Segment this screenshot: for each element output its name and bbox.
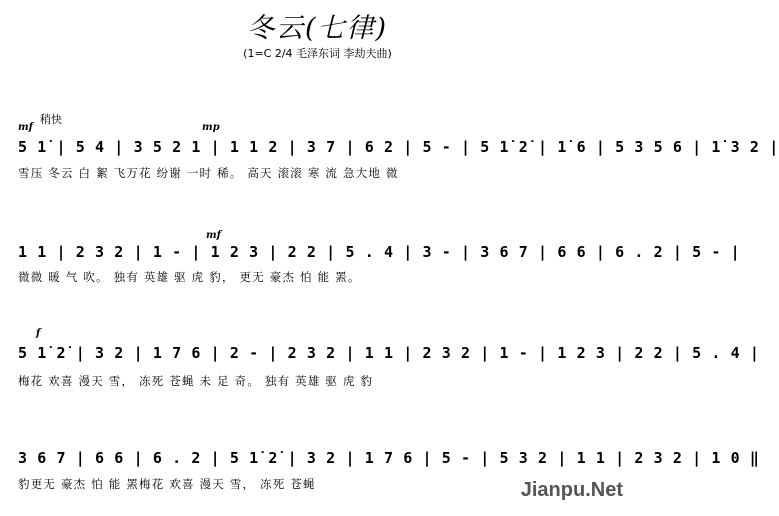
dynamic-mp: mp — [202, 122, 220, 133]
notes-line-2: 1 1 | 2 3 2 | 1 - | 1 2 3 | 2 2 | 5 . 4 | 3 - | 3 6 7 | 6 6 | 6 . 2 | 5 - | — [18, 243, 741, 261]
notes-line-1: 5 1̇ | 5 4 | 3 5 2 1 | 1 1 2 | 3 7 | 6 2 | 5 - | 5 1̇ 2̇ | 1̇ 6 | 5 3 5 6 | 1̇ 3 2 | — [18, 138, 779, 156]
tempo-mark: 稍快 — [40, 113, 62, 126]
notes-line-4: 3 6 7 | 6 6 | 6 . 2 | 5 1̇ 2̇ | 3 2 | 1 7 6 | 5 - | 5 3 2 | 1 1 | 2 3 2 | 1 0 ‖ — [18, 449, 760, 467]
song-title: 冬云(七律) — [246, 13, 389, 44]
watermark-logo: Jianpu.Net — [520, 479, 623, 501]
staff-system-2 — [0, 240, 741, 310]
dynamic-f: f — [36, 328, 41, 339]
lyrics-line-2: 微微 暖 气 吹。 独有 英雄 驱 虎 豹， 更无 豪杰 怕 能 罴。 — [18, 270, 361, 284]
staff-system-1 — [0, 135, 779, 205]
notes-line-3: 5 1̇ 2̇ | 3 2 | 1 7 6 | 2 - | 2 3 2 | 1 1 | 2 3 2 | 1 - | 1 2 3 | 2 2 | 5 . 4 | — [18, 344, 760, 362]
dynamic-mf-1: mf — [18, 122, 33, 133]
lyrics-line-3: 梅花 欢喜 漫天 雪， 冻死 苍蝇 未 足 奇。 独有 英雄 驱 虎 豹 — [18, 374, 374, 388]
dynamic-mf-2: mf — [206, 230, 221, 241]
song-subtitle: (1=C 2/4 毛泽东词 李劫夫曲) — [243, 47, 392, 60]
lyrics-line-4: 豹更无 豪杰 怕 能 罴梅花 欢喜 漫天 雪， 冻死 苍蝇 — [18, 477, 316, 491]
lyrics-line-1: 雪压 冬云 白 絮 飞万花 纷谢 一时 稀。 高天 滚滚 寒 流 急大地 微 — [18, 166, 399, 180]
staff-system-3 — [0, 341, 760, 411]
